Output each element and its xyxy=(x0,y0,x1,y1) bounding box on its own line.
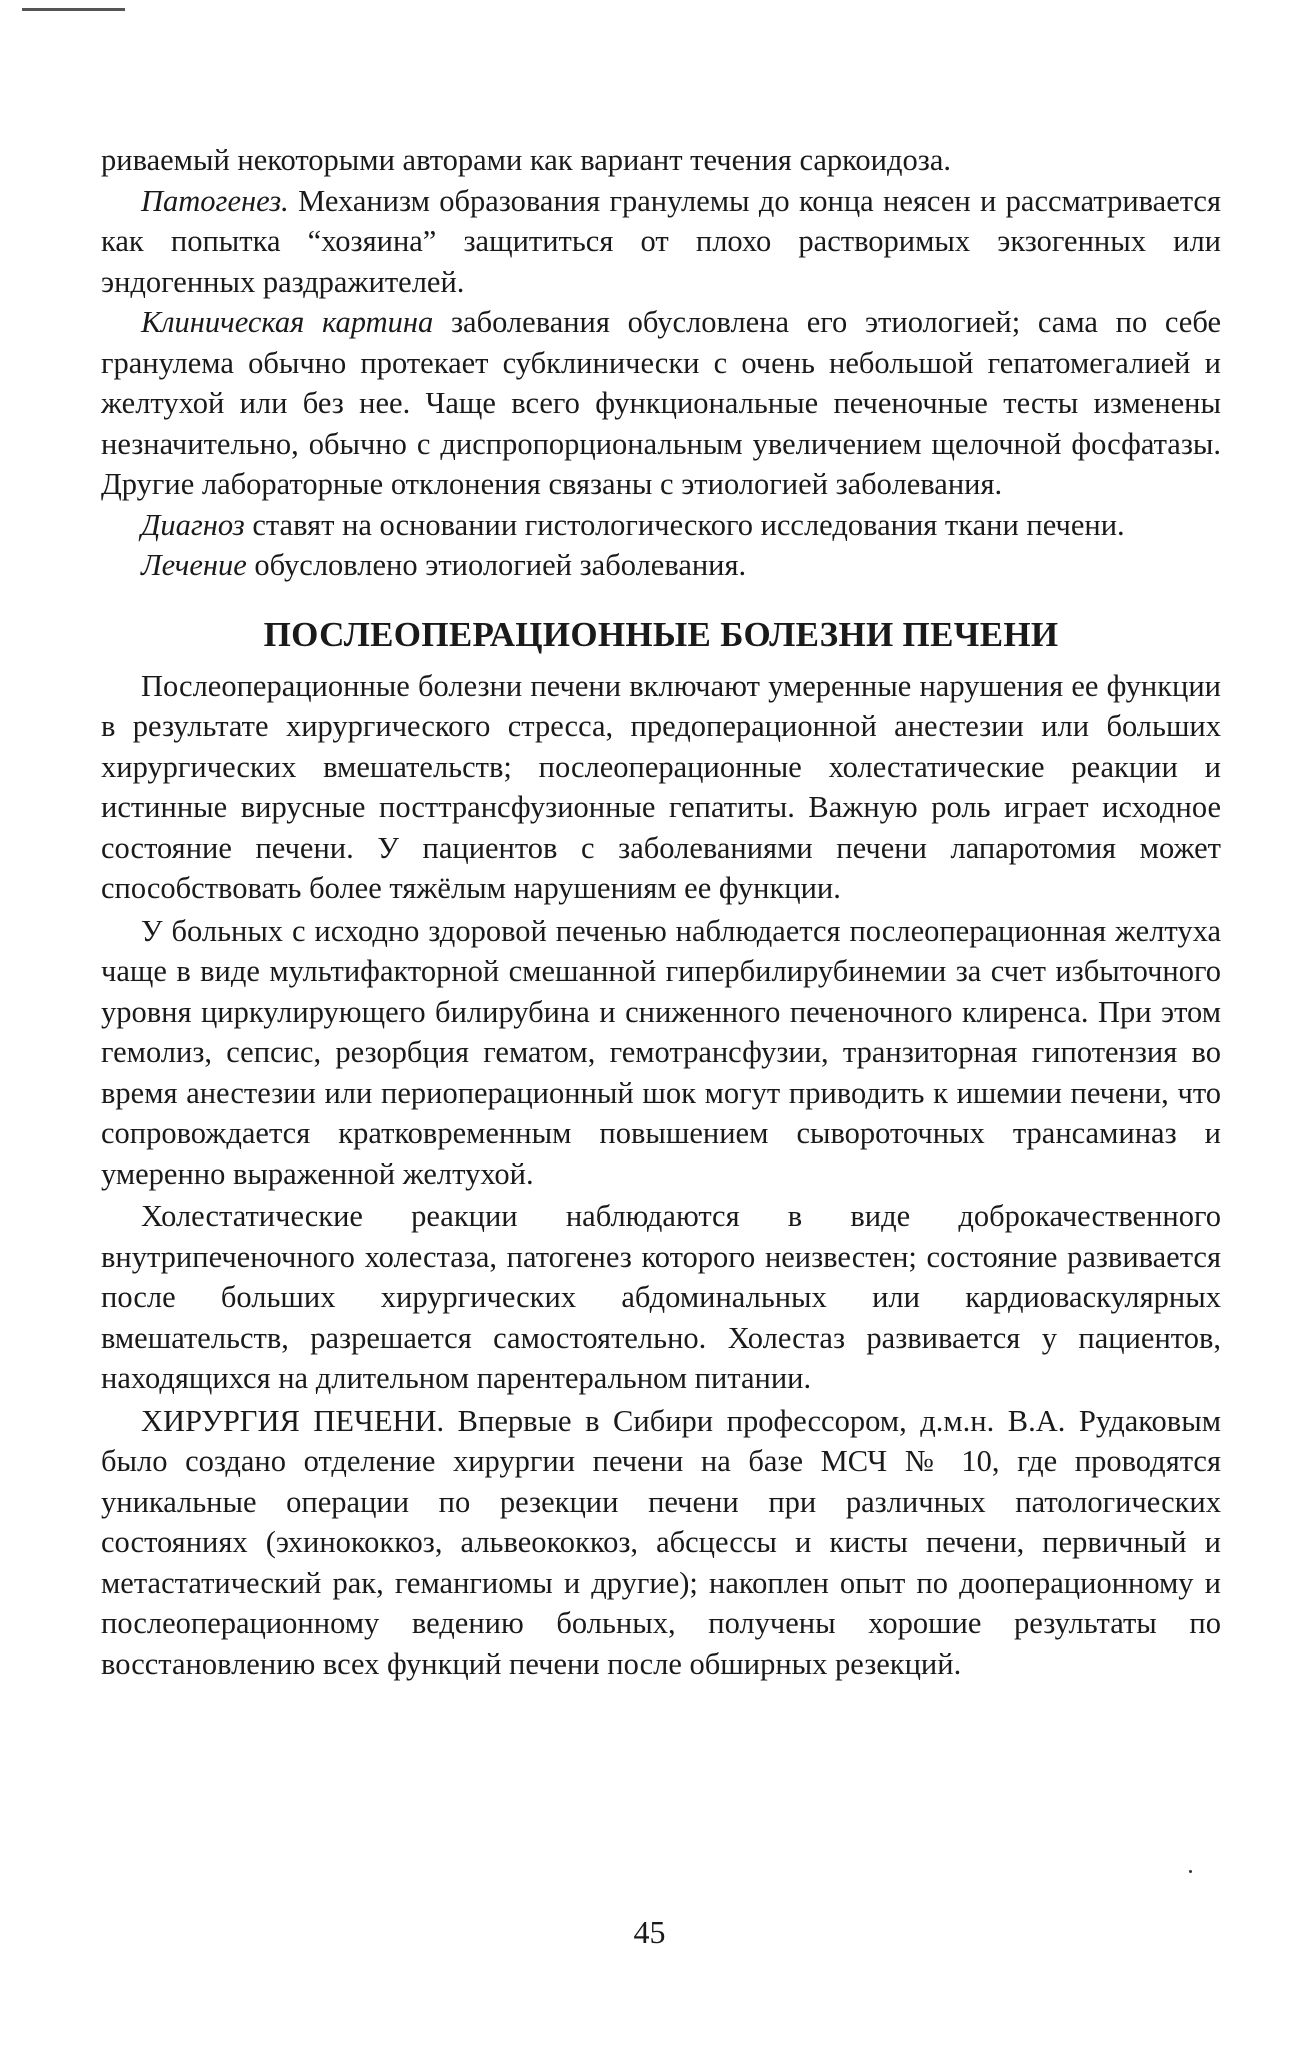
paragraph-pathogenesis xyxy=(101,181,1221,303)
page-body xyxy=(101,140,1221,1684)
paragraph-treatment xyxy=(101,545,1221,586)
section-heading: ПОСЛЕОПЕРАЦИОННЫЕ БОЛЕЗНИ ПЕЧЕНИ xyxy=(263,614,1059,654)
term-treatment: Лечение xyxy=(141,548,247,582)
paragraph-postoperative-intro: Послеоперационные болезни печени включают умеренные нарушения ее функции в результате хирургического стресса, предоперационной анестезии или больших хирургических вмешательств; послеоперационные холестатические реакции и истинные вирусные посттрансфузионные гепатиты. Важную роль играет исходное состояние печени. У пациентов с заболеваниями печени лапаротомия может способствовать более тяжёлым нарушениям ее функции. xyxy=(101,668,1221,905)
paragraph-liver-surgery: ХИРУРГИЯ ПЕЧЕНИ. Впервые в Сибири профессором, д.м.н. В.А. Рудаковым было создано отделение хирургии печени на базе МСЧ № 10, где проводятся уникальные операции по резекции печени при различных патологических состояниях (эхинококкоз, альвеококкоз, абсцессы и кисты печени, первичный и метастатический рак, гемангиомы и другие); накоплен опыт по дооперационному и послеоперационному ведению больных, получены хорошие результаты по восстановлению всех функций печени после обширных резекций. xyxy=(101,1403,1221,1681)
paragraph-postoperative-jaundice: У больных с исходно здоровой печенью наблюдается послеоперационная желтуха чаще в виде мультифакторной смешанной гипербилирубинемии за счет избыточного уровня циркулирующего билирубина и сниженного печеночного клиренса. При этом гемолиз, сепсис, резорбция гематом, гемотрансфузии, транзиторная гипотензия во время анестезии или периоперационный шок могут приводить к ишемии печени, что сопровождается кратковременным повышением сывороточных трансаминаз и умеренно выраженной желтухой. xyxy=(101,913,1221,1191)
paragraph-cholestatic-reactions: Холестатические реакции наблюдаются в виде доброкачественного внутрипеченочного холестаза, патогенез которого неизвестен; состояние развивается после больших хирургических абдоминальных или кардиоваскулярных вмешательств, разрешается самостоятельно. Холестаз развивается у пациентов, находящихся на длительном парентеральном питании. xyxy=(101,1199,1221,1395)
term-diagnosis: Диагноз xyxy=(141,507,245,542)
treatment-text: обусловлено этиологией заболевания. xyxy=(246,548,747,582)
paragraph-diagnosis xyxy=(101,505,1221,546)
term-pathogenesis: Патогенез. xyxy=(141,183,289,218)
page-number: 45 xyxy=(633,1914,666,1950)
print-speck xyxy=(1189,1870,1192,1873)
term-clinical-picture: Клиническая картина xyxy=(141,305,434,339)
paragraph-clinical-picture xyxy=(101,302,1221,505)
diagnosis-text: ставят на основании гистологического исследования ткани печени. xyxy=(244,507,1125,542)
paragraph-continuation: риваемый некоторыми авторами как вариант течения саркоидоза. xyxy=(101,143,951,177)
top-rule xyxy=(22,8,125,11)
clinical-picture-text: заболевания обусловлена его этиологией; сама по себе гранулема обычно протекает субклинически с очень небольшой гепатомегалией и желтухой или без нее. Чаще всего функциональные печеночные тесты изменены незначительно, обычно с диспропорциональным увеличением щелочной фосфатазы. Другие лабораторные отклонения связаны с этиологией заболевания. xyxy=(101,305,1221,501)
pathogenesis-text: Механизм образования гранулемы до конца неясен и рассматривается как попытка “хозяина” защититься от плохо растворимых экзогенных или эндогенных раздражителей. xyxy=(101,183,1221,299)
